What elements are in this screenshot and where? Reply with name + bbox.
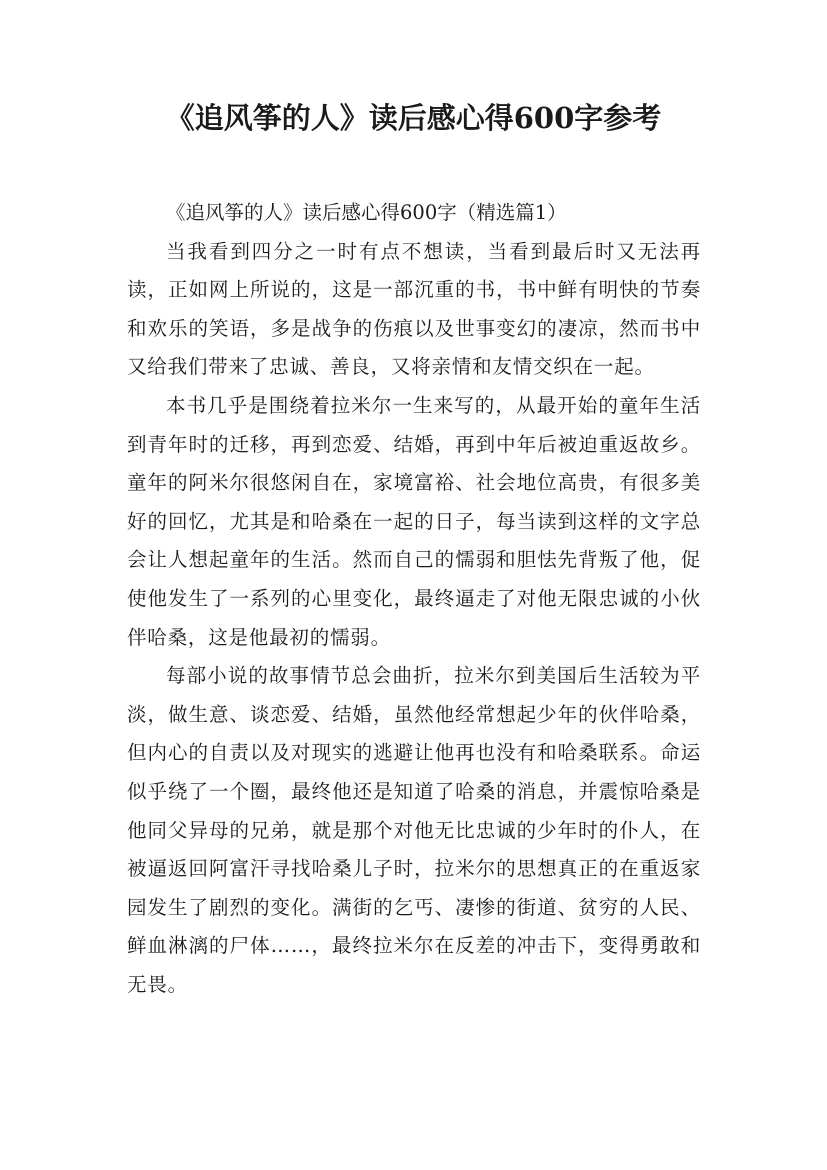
document-title: 《追风筝的人》读后感心得600字参考 bbox=[165, 101, 662, 135]
paragraph-3: 每部小说的故事情节总会曲折，拉米尔到美国后生活较为平淡，做生意、谈恋爱、结婚，虽然他经常想起少年的伙伴哈桑，但内心的自责以及对现实的逃避让他再也没有和哈桑联系。命运似乎绕了一个圈，最终他还是知道了哈桑的消息，并震惊哈桑是他同父异母的兄弟，就是那个对他无比忠诚的少年时的仆人，在被逼返回阿富汗寻找哈桑儿子时，拉米尔的思想真正的在重返家园发生了剧烈的变化。满街的乞丐、凄惨的街道、贫穷的人民、鲜血淋漓的尸体……，最终拉米尔在反差的冲击下，变得勇敢和无畏。 bbox=[127, 664, 701, 996]
section-heading: 《追风筝的人》读后感心得600字（精选篇1） bbox=[166, 201, 567, 224]
document-body bbox=[127, 194, 701, 1004]
paragraph-2: 本书几乎是围绕着拉米尔一生来写的，从最开始的童年生活到青年时的迁移，再到恋爱、结婚，再到中年后被迫重返故乡。童年的阿米尔很悠闲自在，家境富裕、社会地位高贵，有很多美好的回忆，尤其是和哈桑在一起的日子，每当读到这样的文字总会让人想起童年的生活。然而自己的懦弱和胆怯先背叛了他，促使他发生了一系列的心里变化，最终逼走了对他无限忠诚的小伙伴哈桑，这是他最初的懦弱。 bbox=[127, 393, 701, 649]
paragraph-1: 当我看到四分之一时有点不想读，当看到最后时又无法再读，正如网上所说的，这是一部沉重的书，书中鲜有明快的节奏和欢乐的笑语，多是战争的伤痕以及世事变幻的凄凉，然而书中又给我们带来了忠诚、善良，又将亲情和友情交织在一起。 bbox=[127, 239, 701, 379]
